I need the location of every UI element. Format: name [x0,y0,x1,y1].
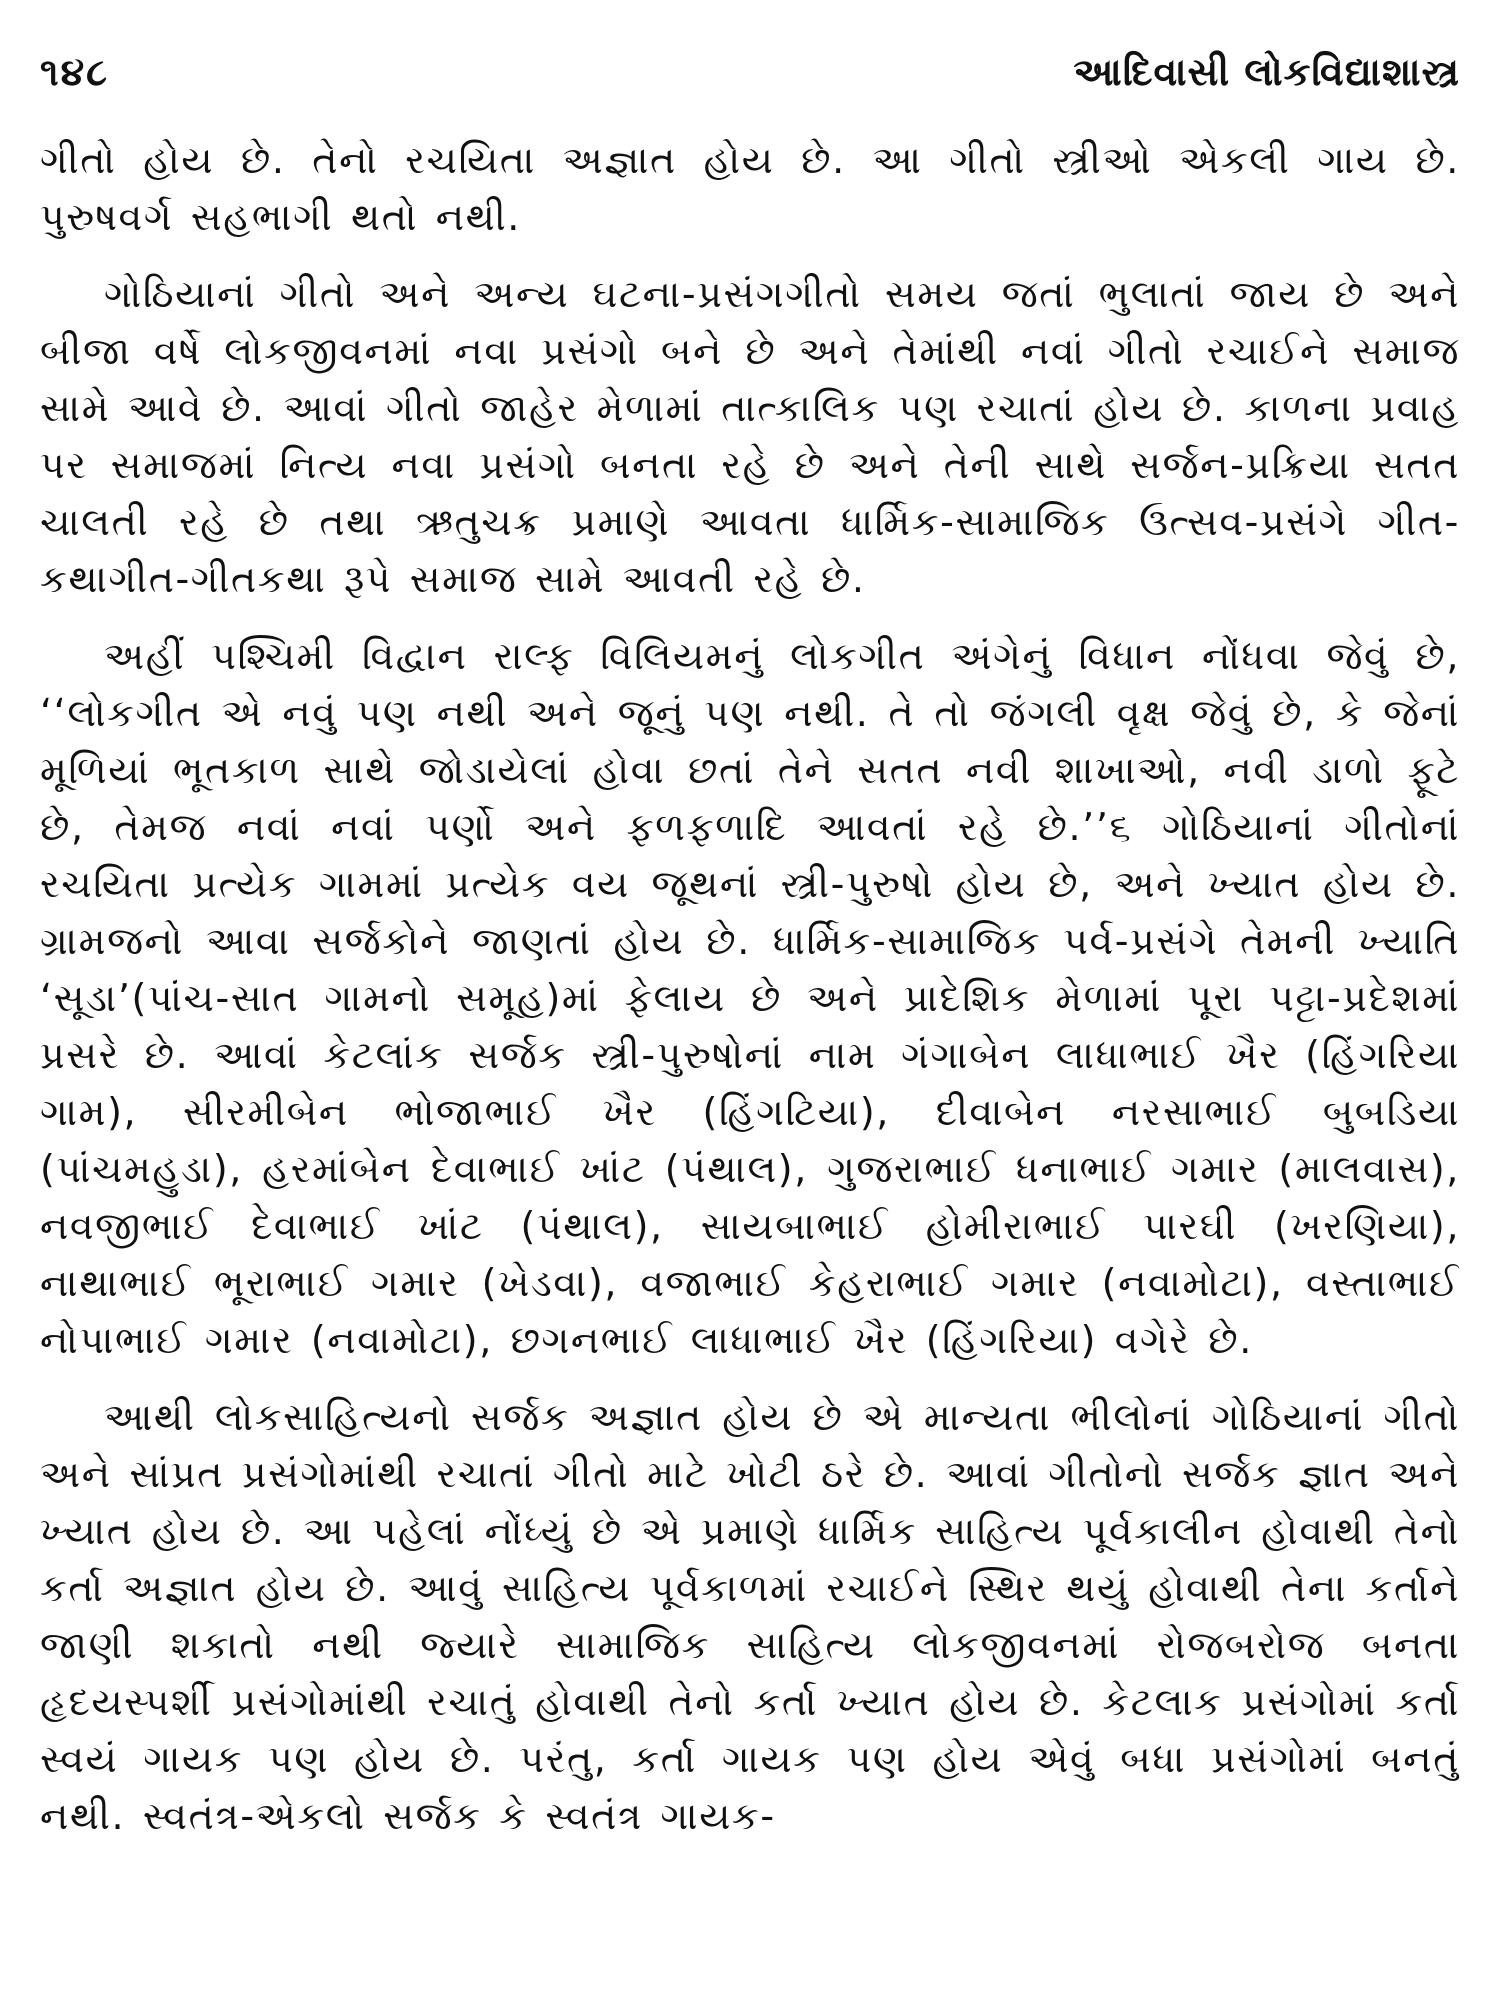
paragraph-3: અહીં પશ્ચિમી વિદ્વાન રાલ્ફ વિલિયમનું લોકગીત અંગેનું વિધાન નોંધવા જેવું છે, ‘‘લોકગીત એ નવું પણ નથી અને જૂનું પણ નથી. તે તો જંગલી વૃક્ષ જેવું છે, કે જેનાં મૂળિયાં ભૂતકાળ સાથે જોડાયેલાં હોવા છતાં તેને સતત નવી શાખાઓ, નવી ડાળો ફૂટે છે, તેમજ નવાં નવાં પર્ણો અને ફળફળાદિ આવતાં રહે છે.’’૬ ગોઠિયાનાં ગીતોનાં રચયિતા પ્રત્યેક ગામમાં પ્રત્યેક વય જૂથનાં સ્ત્રી-પુરુષો હોય છે, અને ખ્યાત હોય છે. ગ્રામજનો આવા સર્જકોને જાણતાં હોય છે. ધાર્મિક-સામાજિક પર્વ-પ્રસંગે તેમની ખ્યાતિ ‘સૂડા’(પાંચ-સાત ગામનો સમૂહ)માં ફેલાય છે અને પ્રાદેશિક મેળામાં પૂરા પટ્ટા-પ્રદેશમાં પ્રસરે છે. આવાં કેટલાંક સર્જક સ્ત્રી-પુરુષોનાં નામ ગંગાબેન લાધાભાઈ ખૈર (હિંગરિયા ગામ), સીરમીબેન ભોજાભાઈ ખૈર (હિંગટિયા), દીવાબેન નરસાભાઈ બુબડિયા (પાંચમહુડા), હરમાંબેન દેવાભાઈ ખાંટ (પંથાલ), ગુજરાભાઈ ધનાભાઈ ગમાર (માલવાસ), નવજીભાઈ દેવાભાઈ ખાંટ (પંથાલ), સાયબાભાઈ હોમીરાભાઈ પારઘી (ખરણિયા), નાથાભાઈ ભૂરાભાઈ ગમાર (ખેડવા), વજાભાઈ કેહરાભાઈ ગમાર (નવામોટા), વસ્તાભાઈ નોપાભાઈ ગમાર (નવામોટા), છગનભાઈ લાધાભાઈ ખૈર (હિંગરિયા) વગેરે છે. [40,634,1460,1362]
paragraph-2: ગોઠિયાનાં ગીતો અને અન્ય ઘટના-પ્રસંગગીતો સમય જતાં ભુલાતાં જાય છે અને બીજા વર્ષે લોકજીવનમાં નવા પ્રસંગો બને છે અને તેમાંથી નવાં ગીતો રચાઈને સમાજ સામે આવે છે. આવાં ગીતો જાહેર મેળામાં તાત્કાલિક પણ રચાતાં હોય છે. કાળના પ્રવાહ પર સમાજમાં નિત્ય નવા પ્રસંગો બનતા રહે છે અને તેની સાથે સર્જન-પ્રક્રિયા સતત ચાલતી રહે છે તથા ઋતુચક્ર પ્રમાણે આવતા ધાર્મિક-સામાજિક ઉત્સવ-પ્રસંગે ગીત-કથાગીત-ગીતકથા રૂપે સમાજ સામે આવતી રહે છે. [40,272,1460,601]
book-page [40,50,1460,1970]
running-title: આદિવાસી લોકવિદ્યાશાસ્ત્ર [1073,50,1460,94]
paragraph-4: આથી લોકસાહિત્યનો સર્જક અજ્ઞાત હોય છે એ માન્યતા ભીલોનાં ગોઠિયાનાં ગીતો અને સાંપ્રત પ્રસંગોમાંથી રચાતાં ગીતો માટે ખોટી ઠરે છે. આવાં ગીતોનો સર્જક જ્ઞાત અને ખ્યાત હોય છે. આ પહેલાં નોંધ્યું છે એ પ્રમાણે ધાર્મિક સાહિત્ય પૂર્વકાલીન હોવાથી તેનો કર્તા અજ્ઞાત હોય છે. આવું સાહિત્ય પૂર્વકાળમાં રચાઈને સ્થિર થયું હોવાથી તેના કર્તાને જાણી શકાતો નથી જ્યારે સામાજિક સાહિત્ય લોકજીવનમાં રોજબરોજ બનતા હૃદયસ્પર્શી પ્રસંગોમાંથી રચાતું હોવાથી તેનો કર્તા ખ્યાત હોય છે. કેટલાક પ્રસંગોમાં કર્તા સ્વયં ગાયક પણ હોય છે. પરંતુ, કર્તા ગાયક પણ હોય એવું બધા પ્રસંગોમાં બનતું નથી. સ્વતંત્ર-એકલો સર્જક કે સ્વતંત્ર ગાયક- [40,1395,1460,1838]
body-text [40,132,1460,1845]
page-header [40,50,1460,112]
paragraph-1: ગીતો હોય છે. તેનો રચયિતા અજ્ઞાત હોય છે. આ ગીતો સ્ત્રીઓ એકલી ગાય છે. પુરુષવર્ગ સહભાગી થતો નથી. [40,138,1460,239]
page-number: ૧૪૮ [40,50,110,94]
